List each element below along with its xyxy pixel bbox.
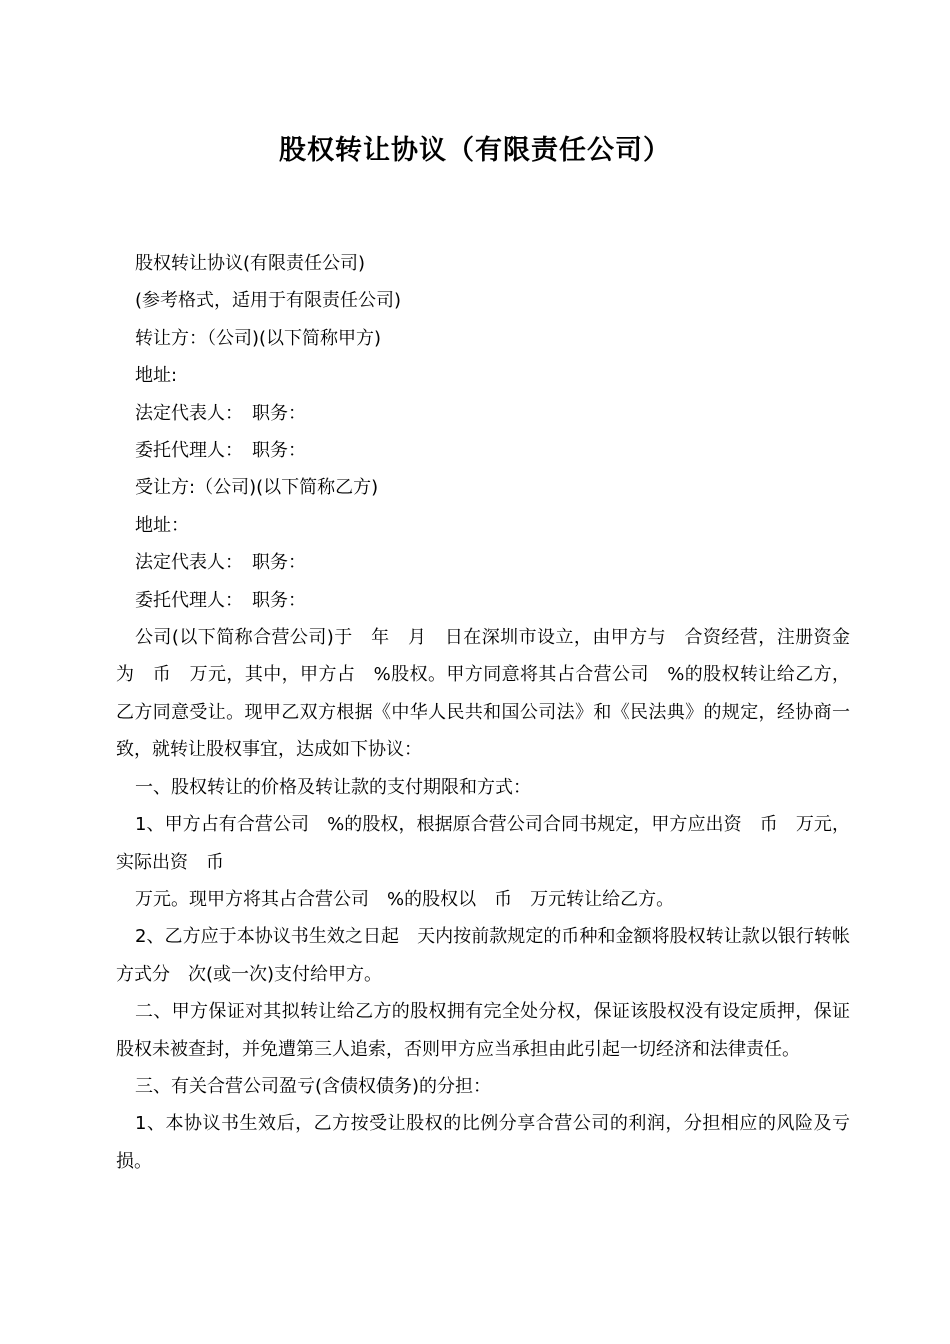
paragraph-transferee-address: 地址： [135, 514, 189, 536]
paragraph-transferee: 受让方:（公司)(以下简称乙方) [135, 477, 379, 499]
clause-1-2: 2、乙方应于本协议书生效之日起 天内按前款规定的币种和金额将股权转让款以银行转帐方式分 次(或一次)支付给甲方。 [116, 926, 850, 985]
clause-1-1: 1、甲方占有合营公司 %的股权，根据原合营公司合同书规定，甲方应出资 币 万元，实际出资 币 [116, 814, 850, 873]
section-heading-price-payment: 一、股权转让的价格及转让款的支付期限和方式： [135, 776, 531, 798]
paragraph-preamble: 公司(以下简称合营公司)于 年 月 日在深圳市设立，由甲方与 合资经营，注册资金为 币 万元，其中，甲方占 %股权。甲方同意将其占合营公司 %的股权转让给乙方，乙方同意受让。现甲乙双方根据《中华人民共和国公司法》和《民法典》的规定，经协商一致，就转让股权事宜，达成如下协议： [116, 627, 850, 761]
paragraph-transferor-legal-rep: 法定代表人： 职务： [135, 402, 306, 424]
paragraph-transferor: 转让方：（公司)(以下简称甲方) [135, 327, 382, 349]
clause-3-1: 1、本协议书生效后，乙方按受让股权的比例分享合营公司的利润，分担相应的风险及亏损。 [116, 1113, 850, 1172]
paragraph-transferee-legal-rep: 法定代表人： 职务： [135, 552, 306, 574]
paragraph-transferor-agent: 委托代理人： 职务： [135, 440, 306, 462]
clause-1-1-continued: 万元。现甲方将其占合营公司 %的股权以 币 万元转让给乙方。 [135, 888, 675, 910]
section-2-warranty: 二、甲方保证对其拟转让给乙方的股权拥有完全处分权，保证该股权没有设定质押，保证股权未被查封，并免遭第三人追索，否则甲方应当承担由此引起一切经济和法律责任。 [116, 1001, 850, 1060]
paragraph-format-note: (参考格式，适用于有限责任公司) [135, 290, 402, 312]
paragraph-subtitle: 股权转让协议(有限责任公司) [135, 253, 366, 274]
document-body [116, 245, 850, 1180]
paragraph-transferee-agent: 委托代理人： 职务： [135, 589, 306, 611]
paragraph-transferor-address: 地址: [135, 365, 178, 387]
document-title: 股权转让协议（有限责任公司） [279, 135, 671, 166]
section-heading-profit-loss: 三、有关合营公司盈亏(含债权债务)的分担： [135, 1075, 492, 1097]
